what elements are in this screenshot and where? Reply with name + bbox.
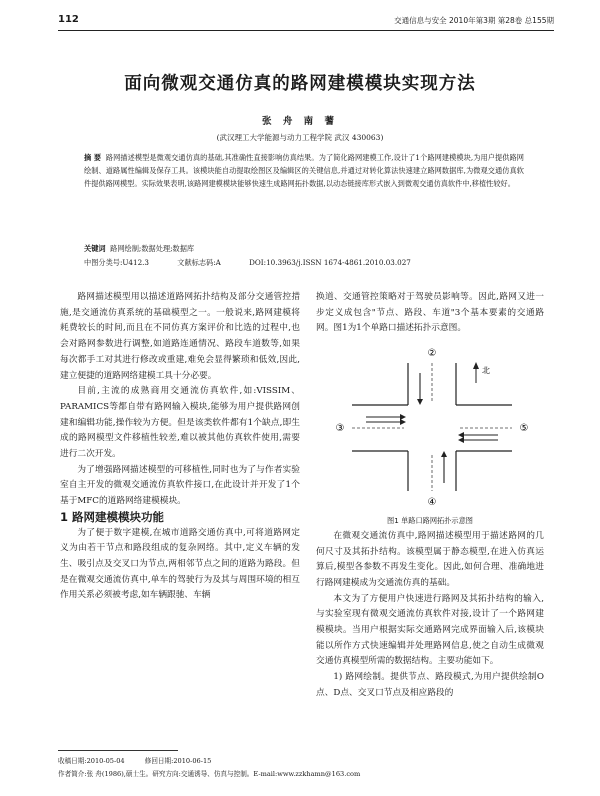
section-heading: 1 路网建模模块功能 [60,509,165,524]
affiliation: (武汉理工大学能源与动力工程学院 武汉 430063) [216,133,384,142]
abstract [84,151,524,190]
left-column [60,290,300,604]
figure-caption: 图1 单路口路网拓扑示意图 [387,516,473,526]
body-paragraph: 目前,主流的成熟商用交通流仿真软件,如:VISSIM、PARAMICS等都自带有路网输入模块,能够为用户提供路网创建和编辑功能,操作较为方便。但是该类软件都有1个缺点,即生成的路网模型文件移植性较差,难以被其他仿真软件使用,需要进行二次开发。 [60,386,300,460]
doc-code: 文献标志码:A [177,258,221,267]
right-column [316,290,544,702]
body-paragraph: 在微观交通流仿真中,路网描述模型用于描述路网的几何尺寸及其拓扑结构。该模型属于静态模型,在进入仿真运算后,模型各参数不再发生变化。因此,如何合理、准确地进行路网建模成为交通流仿真的基础。 [316,530,544,588]
header-rule [58,30,554,31]
body-paragraph: 路网描述模型用以描述道路网拓扑结构及部分交通管控措施,是交通流仿真系统的基础模型之一。一般说来,路网建模将耗费较长的时间,而且在不同仿真方案评价和比选的过程中,也会对路网参数进行调整,如道路连通情况、路段车道数等,如果每次都手工对其进行修改或重建,难免会显得繁琐和低效,因此,建立便捷的道路网络建模工具十分必要。 [60,292,300,381]
keywords-label: 关键词 [84,244,106,253]
node-label: ② [427,348,437,360]
doi: DOI:10.3963/j.ISSN 1674-4861.2010.03.027 [249,258,411,267]
keywords-text: 路网绘制;数据处理;数据库 [110,244,195,253]
node-label: ③ [335,423,345,435]
abstract-label: 摘 要 [84,153,102,162]
author-bio: 作者简介:张 舟(1986),硕士生。研究方向:交通诱导、仿真与控制。E-mail:www.zzkhamn@163.com [58,770,361,778]
received-date: 收稿日期:2010-05-04 [58,757,125,765]
paper-title: 面向微观交通仿真的路网建模模块实现方法 [124,74,476,94]
intersection-diagram [316,343,544,511]
keywords [84,244,524,254]
revised-date: 修回日期:2010-06-15 [144,757,212,765]
journal-info: 交通信息与安全 2010年第3期 第28卷 总155期 [394,16,554,25]
node-label: ⑤ [519,423,529,435]
clc-number: 中图分类号:U412.3 [84,258,149,267]
author: 张 舟 南 蓍 [262,116,338,127]
classification [84,258,544,268]
body-paragraph: 为了增强路网描述模型的可移植性,同时也为了与作者实验室自主开发的微观交通流仿真软件接口,在此设计并开发了1个基于MFC的道路网络建模模块。 [60,464,300,507]
north-label: 北 [482,366,490,376]
body-paragraph: 本文为了方便用户快速进行路网及其拓扑结构的输入,与实验室现有微观交通流仿真软件对接,设计了一个路网建模模块。当用户根据实际交通路网完成界面输入后,该模块能以所作方式快速编辑并处理路网信息,使之自动生成微观交通仿真模型所需的数据结构。主要功能如下。 [316,593,544,667]
page-number: 112 [58,14,79,25]
body-paragraph: 换道、交通管控策略对于驾驶员影响等。因此,路网又进一步定义成包含"节点、路段、车道"3个基本要素的交通路网。图1为1个单路口描述拓扑示意图。 [316,292,544,334]
body-paragraph: 为了便于数字建模,在城市道路交通仿真中,可将道路网定义为由若干节点和路段组成的复杂网络。其中,定义车辆的发生、吸引点及交叉口为节点,两相邻节点之间的道路为路段。但是在微观交通流仿真中,单车的驾驶行为及其与周围环境的相互作用关系必须被考虑,如车辆跟驰、车辆 [60,527,300,601]
body-paragraph: 1) 路网绘制。提供节点、路段模式,为用户提供绘制O点、D点、交叉口节点及相应路段的 [316,672,544,698]
running-header [58,14,554,28]
footnote-rule [58,750,178,751]
footnote-dates [58,755,548,765]
intersection-figure [316,343,544,511]
abstract-text: 路网描述模型是微观交通仿真的基础,其准确性直接影响仿真结果。为了简化路网建模工作,设计了1个路网建模模块,为用户提供路网绘制、道路属性编辑及保存工具。该模块能自动提取绘图区及编辑区的关键信息,并通过对转化算法快速建立路网数据库,为微观交通仿真软件提供路网模型。实际效果表明,该路网建模模块能够快速生成路网拓扑数据,以动态链接库形式嵌入到微观交通仿真软件中,移植性较好。 [84,153,524,188]
node-label: ④ [427,497,437,509]
